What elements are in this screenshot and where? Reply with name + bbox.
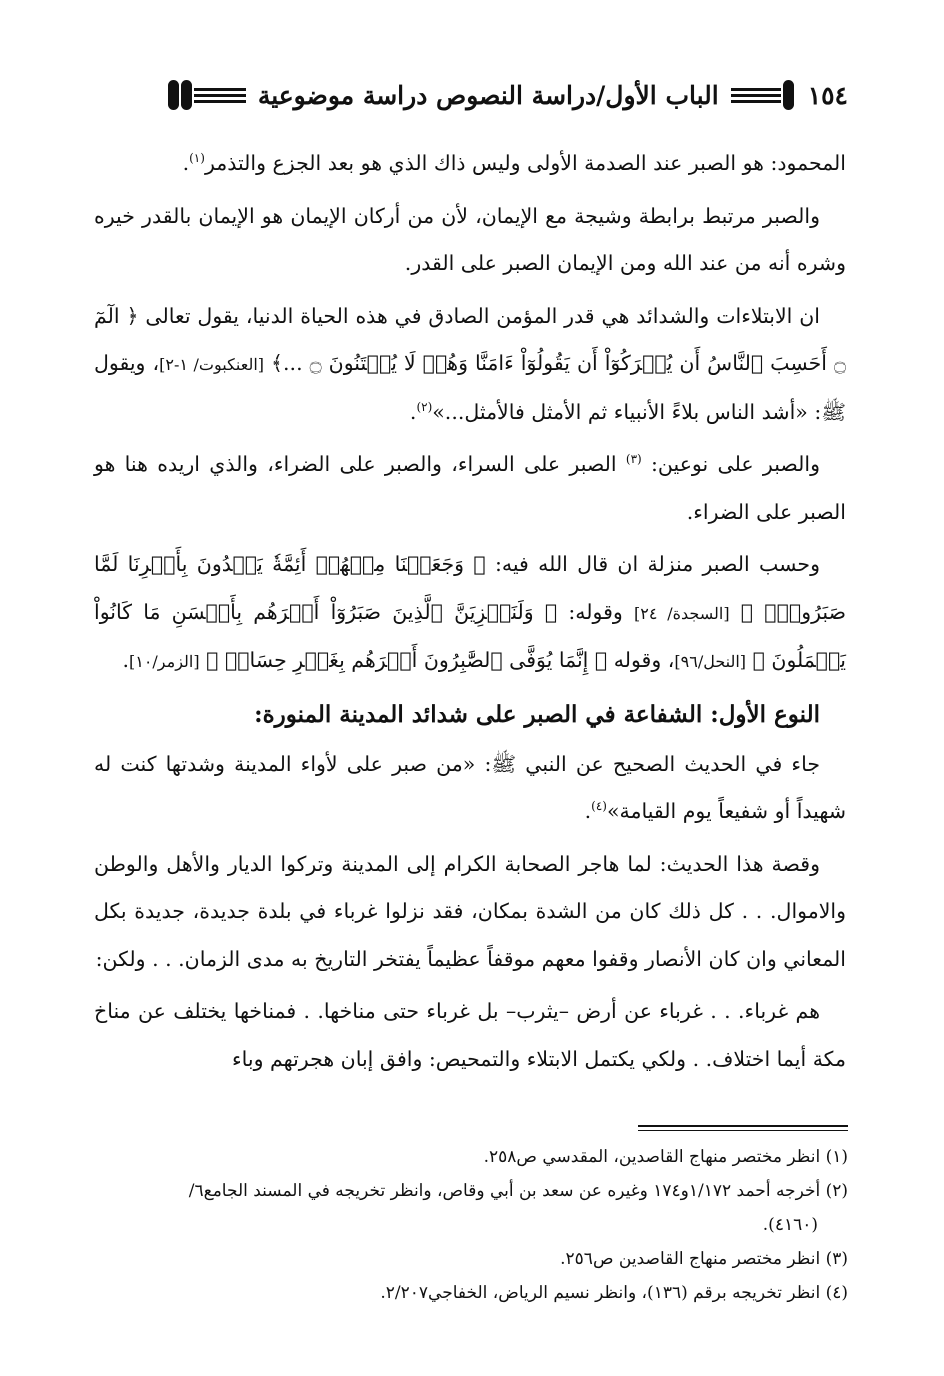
paragraph-1: المحمود: هو الصبر عند الصدمة الأولى وليس ذاك الذي هو بعد الجزع والتذمر$^{(١)}$. bbox=[182, 151, 846, 175]
main-text bbox=[94, 140, 846, 1088]
footnotes bbox=[88, 1140, 848, 1310]
paragraph-8: هم غرباء. . . غرباء عن أرض –يثرب– بل غرباء حتى مناخها. . فمناخها يختلف عن مناخ مكة أيما اختلاف. . ولكي يكتمل الابتلاء والتمحيص: وافق إبان هجرتهم وباء bbox=[94, 999, 846, 1071]
paragraph-2: والصبر مرتبط برابطة وشيجة مع الإيمان، لأن من أركان الإيمان هو الإيمان بالقدر خيره وشره أنه من عند الله ومن الإيمان الصبر على القدر. bbox=[94, 203, 846, 275]
footnote-divider-thin bbox=[638, 1130, 848, 1131]
quran-citation: [النحل/٩٦] bbox=[674, 652, 747, 671]
footnote-2: (٢) أخرجه أحمد ١/١٧٢و١٧٤ وغيره عن سعد بن أبي وقاص، وانظر تخريجه في المسند الجامع٦/ bbox=[188, 1181, 848, 1201]
page-header bbox=[58, 70, 848, 120]
quran-citation: [الزمر/١٠] bbox=[128, 652, 200, 671]
footnote-ref-1: (١) bbox=[189, 151, 205, 166]
footnote-ref-4: (٤) bbox=[591, 799, 607, 814]
running-title: الباب الأول/دراسة النصوص دراسة موضوعية bbox=[257, 80, 719, 110]
paragraph-4: والصبر على نوعين: $^{(٣)}$ الصبر على السراء، والصبر على الضراء، والذي اريده هنا هو الصبر على الضراء. bbox=[94, 452, 846, 524]
paragraph-6: جاء في الحديث الصحيح عن النبي ﷺ: «من صبر على لأواء المدينة وشدتها كنت له شهيداً أو شفيعاً يوم القيامة»$^{(٤)}$. bbox=[94, 751, 846, 823]
footnote-ref-3: (٣) bbox=[625, 452, 642, 467]
footnote-3: (٣) انظر مختصر منهاج القاصدين ص٢٥٦. bbox=[560, 1249, 848, 1269]
quran-citation: [السجدة/ ٢٤] bbox=[634, 603, 730, 623]
section-heading: النوع الأول: الشفاعة في الصبر على شدائد المدينة المنورة: bbox=[254, 700, 820, 728]
ornament-left-icon bbox=[168, 80, 248, 110]
footnote-1: (١) انظر مختصر منهاج القاصدين، المقدسي ص٢٥٨. bbox=[483, 1147, 848, 1167]
page-number: ١٥٤ bbox=[807, 80, 848, 110]
footnote-divider bbox=[638, 1125, 848, 1127]
paragraph-3: ان الابتلاءات والشدائد هي قدر المؤمن الصادق في هذه الحياة الدنيا، يقول تعالى ﴿ الٓمٓ ۝ أَحَسِبَ ٱلنَّاسُ أَن يُتۡرَكُوٓاْ أَن يَقُولُوٓاْ ءَامَنَّا وَهُمۡ لَا يُفۡتَنُونَ ۝ ...﴾ [العنكبوت/ ١-٢]، ويقول ﷺ: «أشد الناس بلاءً الأنبياء ثم الأمثل فالأمثل...»$^{(٢)}$. bbox=[94, 303, 846, 424]
footnote-2-continuation: (٤١٦٠). bbox=[762, 1215, 818, 1235]
paragraph-7: وقصة هذا الحديث: لما هاجر الصحابة الكرام إلى المدينة وتركوا الديار والأهل والوطن والاموال. . . كل ذلك كان من الشدة بمكان، فقد نزلوا غرباء في بلدة جديدة، جديدة بكل المعاني وان كان الأنصار وقفوا معهم موقفاً عظيماً يفتخر التاريخ به مدى الزمان. . . ولكن: bbox=[94, 851, 846, 971]
header-title-group bbox=[58, 80, 794, 110]
quran-citation: [العنكبوت/ ١-٢] bbox=[159, 355, 265, 374]
paragraph-5: وحسب الصبر منزلة ان قال الله فيه: ﴿ وَجَعَلۡنَا مِنۡهُمۡ أَئِمَّةٗ يَهۡدُونَ بِأَمۡرِنَا لَمَّا صَبَرُواْۖ ﴾ [السجدة/ ٢٤] وقوله: ﴿ وَلَنَجۡزِيَنَّ ٱلَّذِينَ صَبَرُوٓاْ أَجۡرَهُم بِأَحۡسَنِ مَا كَانُواْ يَعۡمَلُونَ ﴾ [النحل/٩٦]، وقوله ﴿ إِنَّمَا يُوَفَّى ٱلصَّٰبِرُونَ أَجۡرَهُم بِغَيۡرِ حِسَابٖ ﴾ [الزمر/١٠]. bbox=[94, 552, 847, 672]
footnote-4: (٤) انظر تخريجه برقم (١٣٦)، وانظر نسيم الرياض، الخفاجي٢/٢٠٧. bbox=[380, 1283, 848, 1303]
footnote-ref-2: (٢) bbox=[416, 399, 433, 414]
ornament-right-icon bbox=[729, 80, 794, 110]
